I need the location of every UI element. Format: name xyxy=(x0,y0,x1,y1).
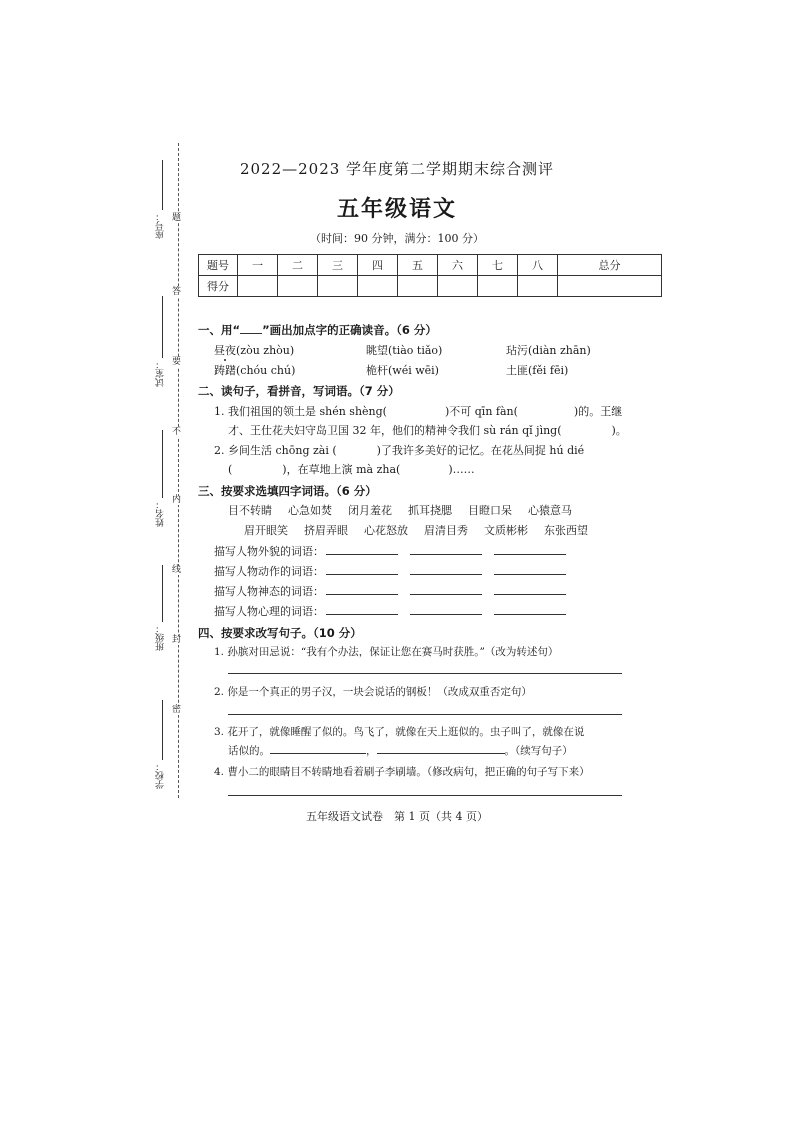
exam-room-label: 试室： xyxy=(156,360,166,387)
seal-char: 密 xyxy=(172,705,182,715)
seal-char: 题 xyxy=(172,213,182,223)
word-option: 心急如焚 xyxy=(288,504,332,517)
score-cell[interactable] xyxy=(558,276,662,297)
answer-line[interactable] xyxy=(377,743,505,754)
text-run: )的。王继 xyxy=(573,405,623,418)
time-info: （时间：90 分钟，满分：100 分） xyxy=(310,232,484,245)
page-footer: 五年级语文试卷 第 1 页（共 4 页） xyxy=(306,810,488,823)
category-row xyxy=(214,603,566,619)
text-run: )。 xyxy=(611,424,627,437)
word-option: 眉开眼笑 xyxy=(244,524,288,537)
answer-line[interactable] xyxy=(326,604,398,615)
pinyin-options: (zòu zhòu) xyxy=(236,344,295,357)
text-run: 1. 我们祖国的领土是 shén shèng( xyxy=(214,405,387,418)
word-option: 目不转睛 xyxy=(228,504,272,517)
class-field[interactable] xyxy=(162,565,163,622)
pinyin-item[interactable] xyxy=(366,342,442,358)
score-cell[interactable] xyxy=(518,276,558,297)
score-cell[interactable] xyxy=(358,276,398,297)
table-cell: 三 xyxy=(318,255,358,276)
text-run: ， xyxy=(366,745,377,757)
category-row xyxy=(214,563,566,579)
section-1-heading-pre: 一、用“ xyxy=(198,323,241,337)
category-label: 描写人物心理的词语： xyxy=(214,605,324,618)
seal-char: 内 xyxy=(172,495,182,505)
answer-line[interactable] xyxy=(326,584,398,595)
word-option: 闭月羞花 xyxy=(348,504,392,517)
section-3-heading: 三、按要求选填四字词语。（6 分） xyxy=(198,484,377,498)
section-1-heading-post: ”画出加点字的正确读音。（6 分） xyxy=(262,323,437,337)
answer-line[interactable] xyxy=(410,584,482,595)
category-label: 描写人物神态的词语： xyxy=(214,585,324,598)
seal-char: 要 xyxy=(172,357,182,367)
word-bank-row-1 xyxy=(228,502,588,518)
text-run: )不可 qīn fàn( xyxy=(444,405,518,418)
question-4-4: 4. 曹小二的眼睛目不转睛地看着刷子李刷墙。（修改病句，把正确的句子写下来） xyxy=(214,766,590,778)
answer-line[interactable] xyxy=(494,604,566,615)
table-cell: 五 xyxy=(398,255,438,276)
word-option: 挤眉弄眼 xyxy=(304,524,348,537)
question-4-3-line-2 xyxy=(228,743,573,758)
question-4-1: 1. 孙膑对田忌说：“我有个办法，保证让您在赛马时获胜。”（改为转述句） xyxy=(214,646,559,658)
pinyin-options: (wéi wēi) xyxy=(388,364,439,377)
pinyin-word: 眺望 xyxy=(366,344,388,357)
text-run: ( xyxy=(228,463,233,476)
pinyin-word: 踌躇 xyxy=(214,364,236,377)
word-option: 心花怒放 xyxy=(364,524,408,537)
pinyin-item[interactable] xyxy=(214,342,294,358)
score-cell[interactable] xyxy=(438,276,478,297)
table-cell: 七 xyxy=(478,255,518,276)
section-1-heading xyxy=(198,322,437,338)
text-run: )，在草地上演 mà zha( xyxy=(282,463,401,476)
word-option: 心猿意马 xyxy=(528,504,572,517)
score-cell[interactable] xyxy=(238,276,278,297)
answer-line[interactable] xyxy=(410,564,482,575)
pinyin-options: (chóu chú) xyxy=(236,364,296,377)
answer-line[interactable] xyxy=(326,544,398,555)
category-label: 描写人物外貌的词语： xyxy=(214,545,324,558)
word-option: 眉清目秀 xyxy=(424,524,468,537)
question-2-1-line-2 xyxy=(228,422,627,438)
word-option: 东张西望 xyxy=(544,524,588,537)
text-run: 话似的。 xyxy=(228,745,270,757)
pinyin-word: 昼夜 xyxy=(214,344,236,357)
section-4-heading: 四、按要求改写句子。（10 分） xyxy=(198,626,362,640)
class-label: 班级： xyxy=(156,624,166,651)
score-table xyxy=(198,254,662,297)
text-run: 。（续写句子） xyxy=(504,745,573,757)
text-run: )…… xyxy=(448,463,475,476)
pinyin-item[interactable] xyxy=(214,362,295,378)
category-label: 描写人物动作的词语： xyxy=(214,565,324,578)
school-label: 学校： xyxy=(156,762,166,789)
pinyin-item[interactable] xyxy=(506,342,591,358)
table-cell: 一 xyxy=(238,255,278,276)
pinyin-word: 土匪 xyxy=(506,364,528,377)
category-row xyxy=(214,583,566,599)
pinyin-options: (diàn zhān) xyxy=(528,344,591,357)
answer-line[interactable] xyxy=(494,544,566,555)
pinyin-word: 桅杆 xyxy=(366,364,388,377)
table-cell: 题号 xyxy=(199,255,238,276)
score-table-header-row xyxy=(199,255,662,276)
pinyin-item[interactable] xyxy=(366,362,439,378)
seal-char: 线 xyxy=(172,565,182,575)
answer-line[interactable] xyxy=(228,673,622,674)
score-cell[interactable] xyxy=(278,276,318,297)
seat-number-label: 座号： xyxy=(156,212,166,239)
category-row xyxy=(214,543,566,559)
table-cell: 八 xyxy=(518,255,558,276)
pinyin-item[interactable] xyxy=(506,362,568,378)
seal-char: 封 xyxy=(172,635,182,645)
school-field[interactable] xyxy=(162,700,163,760)
table-cell: 得分 xyxy=(199,276,238,297)
answer-line[interactable] xyxy=(494,584,566,595)
subject-title: 五年级语文 xyxy=(336,197,457,222)
text-run: )了我许多美好的记忆。在花丛间捉 hú dié xyxy=(376,444,585,457)
score-cell[interactable] xyxy=(318,276,358,297)
answer-line[interactable] xyxy=(270,743,366,754)
seal-char: 答 xyxy=(172,287,182,297)
pinyin-options: (fěi fēi) xyxy=(528,364,569,377)
answer-line[interactable] xyxy=(228,714,622,715)
section-2-heading: 二、读句子，看拼音，写词语。（7 分） xyxy=(198,384,400,398)
question-4-2: 2. 你是一个真正的男子汉，一块会说话的钢板！（改成双重否定句） xyxy=(214,686,532,698)
text-run: 才、王仕花夫妇守岛卫国 32 年，他们的精神令我们 sù rán qǐ jìng( xyxy=(228,424,562,437)
name-field[interactable] xyxy=(162,430,163,498)
question-2-2-line-1 xyxy=(214,442,584,458)
pinyin-word: 玷污 xyxy=(506,344,528,357)
answer-line[interactable] xyxy=(228,795,622,796)
word-option: 目瞪口呆 xyxy=(468,504,512,517)
answer-line[interactable] xyxy=(494,564,566,575)
word-option: 抓耳挠腮 xyxy=(408,504,452,517)
table-cell: 六 xyxy=(438,255,478,276)
table-cell: 二 xyxy=(278,255,318,276)
exam-title: 2022—2023 学年度第二学期期末综合测评 xyxy=(239,160,555,178)
seal-char: 不 xyxy=(172,427,182,437)
underline-mark xyxy=(240,323,262,334)
text-run: 2. 乡间生活 chōng zài ( xyxy=(214,444,337,457)
score-table-score-row xyxy=(199,276,662,297)
answer-line[interactable] xyxy=(410,544,482,555)
answer-line[interactable] xyxy=(410,604,482,615)
question-4-3-line-1: 3. 花开了，就像睡醒了似的。鸟飞了，就像在天上逛似的。虫子叫了，就像在说 xyxy=(214,726,585,738)
score-cell[interactable] xyxy=(478,276,518,297)
table-cell: 总分 xyxy=(558,255,662,276)
table-cell: 四 xyxy=(358,255,398,276)
word-bank-row-2 xyxy=(244,522,604,538)
word-option: 文质彬彬 xyxy=(484,524,528,537)
question-2-2-line-2 xyxy=(228,461,475,477)
question-2-1-line-1 xyxy=(214,403,622,419)
name-label: 姓名： xyxy=(156,500,166,527)
answer-line[interactable] xyxy=(326,564,398,575)
pinyin-options: (tiào tiǎo) xyxy=(388,344,443,357)
score-cell[interactable] xyxy=(398,276,438,297)
exam-room-field[interactable] xyxy=(162,296,163,358)
